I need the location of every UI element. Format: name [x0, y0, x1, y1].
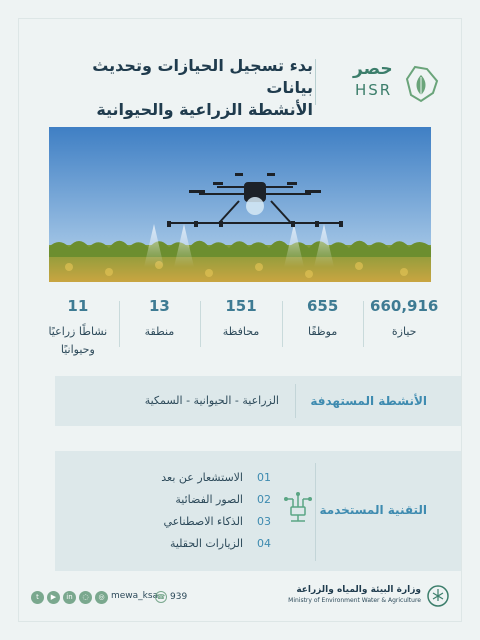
header-divider	[315, 59, 316, 105]
list-item	[117, 469, 271, 491]
infographic-card	[18, 18, 462, 622]
stat-label: محافظة	[222, 325, 260, 338]
hsr-logo	[353, 59, 453, 109]
stat-value: 11	[67, 297, 89, 315]
header	[19, 19, 463, 127]
item-number: 04	[257, 537, 271, 550]
title-line-1: بدء تسجيل الحيازات وتحديث بيانات	[92, 56, 313, 97]
technologies-title: التقنية المستخدمة	[319, 503, 427, 517]
stat-regions	[119, 297, 201, 377]
ministry-name-english: Ministry of Environment Water & Agriculture	[288, 597, 421, 604]
stat-label: موظفًا	[307, 325, 338, 338]
item-label: الاستشعار عن بعد	[161, 471, 243, 484]
list-item	[117, 535, 271, 557]
snapchat-icon[interactable]: ◌	[79, 591, 92, 604]
phone-icon: ☎	[156, 593, 166, 601]
footer	[19, 579, 463, 619]
stat-value: 655	[306, 297, 339, 315]
stat-label: حيازة	[391, 325, 417, 338]
stat-governorates	[200, 297, 282, 377]
item-number: 03	[257, 515, 271, 528]
logo-arabic-text: حصر	[353, 59, 393, 79]
title-line-2: الأنشطة الزراعية والحيوانية	[96, 100, 313, 119]
ministry-emblem-icon	[427, 585, 449, 607]
technology-circuit-icon	[281, 491, 315, 525]
targeted-activities-title: الأنشطة المستهدفة	[310, 394, 427, 408]
technologies-list	[117, 469, 271, 557]
drone-field-photo	[49, 127, 431, 282]
targeted-activities-value: الزراعية - الحيوانية - السمكية	[144, 394, 279, 407]
stat-employees	[282, 297, 364, 377]
stats-row	[37, 297, 445, 377]
targeted-activities-panel	[55, 376, 461, 426]
hsr-logo-icon	[397, 59, 445, 107]
technologies-panel	[55, 451, 461, 571]
list-item	[117, 491, 271, 513]
stat-value: 151	[225, 297, 257, 315]
stat-holdings	[363, 297, 445, 377]
logo-english-text: HSR	[355, 81, 393, 99]
item-label: الزيارات الحقلية	[169, 537, 243, 550]
panel-divider	[315, 463, 316, 561]
instagram-icon[interactable]: ◎	[95, 591, 108, 604]
linkedin-icon[interactable]: in	[63, 591, 76, 604]
stat-value: 13	[148, 297, 170, 315]
youtube-icon[interactable]: ▶	[47, 591, 60, 604]
page-title	[43, 55, 313, 121]
stat-value: 660,916	[370, 297, 439, 315]
phone-number[interactable]	[155, 591, 187, 603]
item-label: الذكاء الاصطناعي	[163, 515, 243, 528]
twitter-icon[interactable]: t	[31, 591, 44, 604]
stat-label: منطقة	[144, 325, 175, 338]
social-handle[interactable]: mewa_ksa	[111, 591, 159, 601]
stat-label: نشاطًا زراعيًا وحيوانيًا	[48, 325, 108, 356]
item-number: 01	[257, 471, 271, 484]
item-label: الصور الفضائية	[175, 493, 243, 506]
list-item	[117, 513, 271, 535]
panel-divider	[295, 384, 296, 418]
stat-activities	[37, 297, 119, 377]
ministry-name	[288, 585, 421, 604]
phone-value: 939	[170, 592, 188, 602]
ministry-name-arabic: وزارة البيئة والمياه والزراعة	[296, 585, 421, 595]
item-number: 02	[257, 493, 271, 506]
social-icons	[31, 591, 108, 604]
